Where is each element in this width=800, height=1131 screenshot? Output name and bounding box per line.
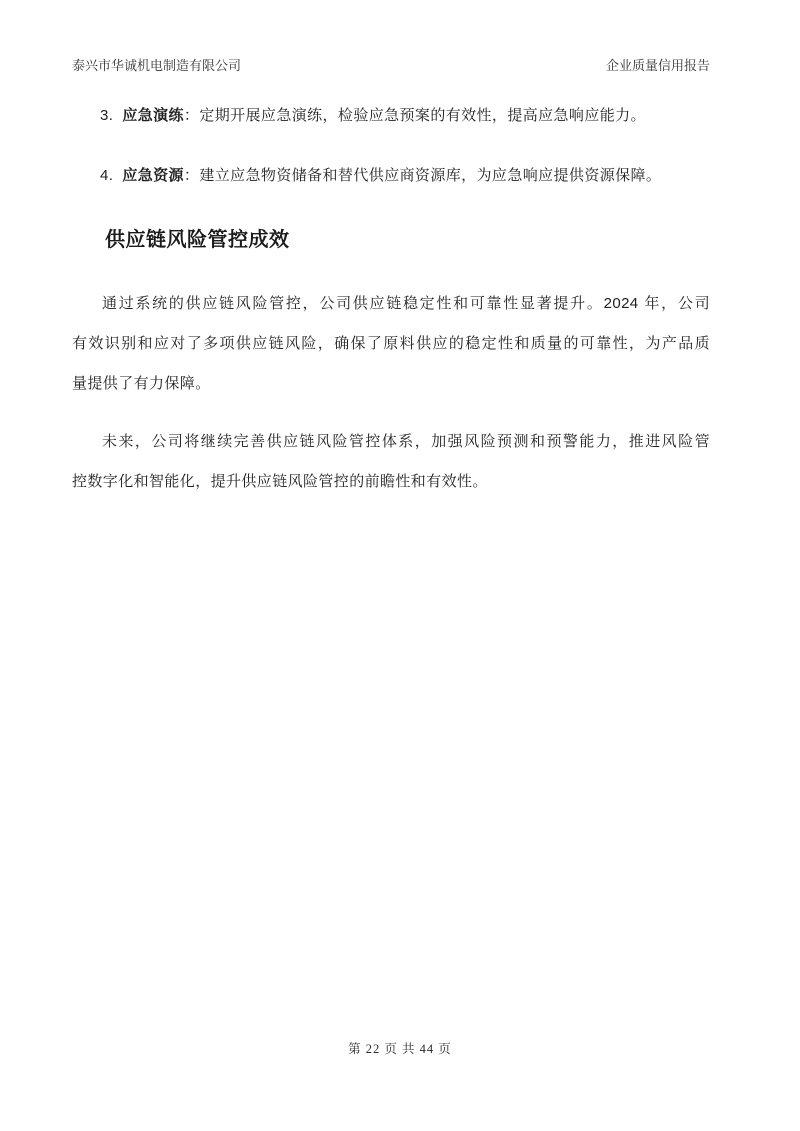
list-item-text: 建立应急物资储备和替代供应商资源库，为应急响应提供资源保障。 [199, 167, 662, 184]
list-item-separator: ： [183, 167, 200, 184]
paragraph-line: 有效识别和应对了多项供应链风险，确保了原料供应的稳定性和质量的可靠性，为产品质 [72, 335, 710, 352]
list-item-emergency-resources [72, 166, 710, 186]
list-item-number: 4. [100, 167, 114, 184]
paragraph-line: 控数字化和智能化，提升供应链风险管控的前瞻性和有效性。 [72, 473, 488, 490]
list-item-emergency-drill [72, 106, 710, 126]
section-heading: 供应链风险管控成效 [105, 229, 290, 251]
header-report-title: 企业质量信用报告 [605, 58, 710, 73]
paragraph-line: 未来，公司将继续完善供应链风险管控体系，加强风险预测和预警能力，推进风险管 [102, 433, 710, 450]
paragraph-results [72, 284, 710, 404]
page-footer [0, 1040, 800, 1058]
emergency-measures-list [72, 106, 710, 186]
paragraph-line: 通过系统的供应链风险管控，公司供应链稳定性和可靠性显著提升。2024 年，公司 [102, 295, 710, 312]
list-item-label: 应急资源 [122, 167, 184, 184]
list-item-number: 3. [100, 107, 114, 124]
list-item-separator: ： [183, 107, 200, 124]
header-company-name: 泰兴市华诚机电制造有限公司 [72, 58, 242, 73]
page-number-indicator: 第 22 页 共 44 页 [348, 1042, 452, 1056]
page-header [72, 58, 710, 74]
paragraph-line: 量提供了有力保障。 [72, 375, 211, 392]
page-content [72, 58, 710, 502]
paragraph-future-plan [72, 422, 710, 502]
list-item-text: 定期开展应急演练，检验应急预案的有效性，提高应急响应能力。 [199, 107, 646, 124]
list-item-label: 应急演练 [122, 107, 184, 124]
